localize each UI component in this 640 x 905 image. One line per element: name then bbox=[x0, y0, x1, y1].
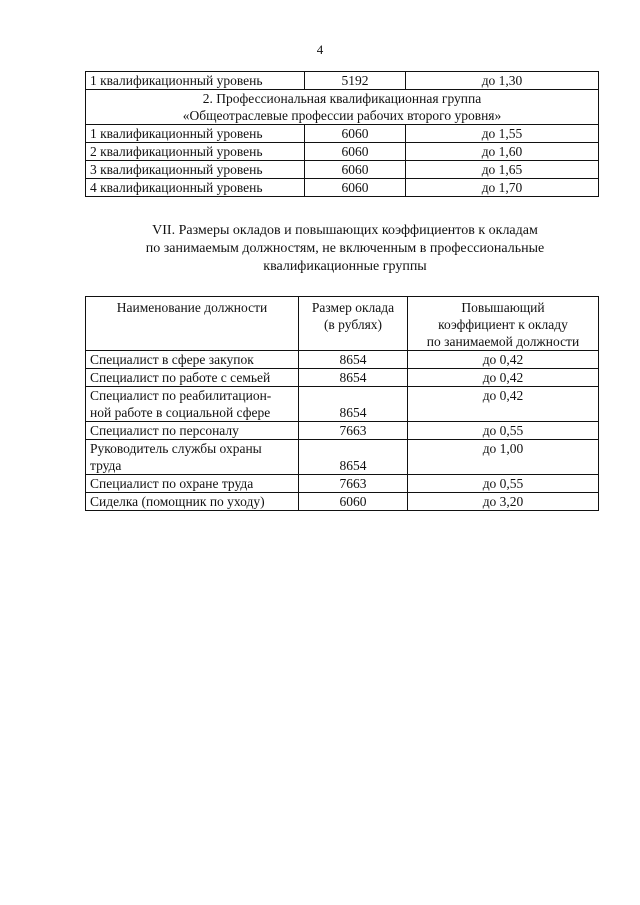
table-row bbox=[86, 72, 599, 90]
position-coefficient: до 0,42 bbox=[408, 387, 599, 422]
position-name bbox=[86, 387, 299, 422]
section-heading bbox=[90, 222, 600, 276]
level-coefficient: до 1,55 bbox=[406, 125, 599, 143]
level-coefficient: до 1,30 bbox=[406, 72, 599, 90]
table-row bbox=[86, 161, 599, 179]
column-header-coefficient bbox=[408, 297, 599, 351]
page-number: 4 bbox=[316, 42, 324, 57]
table-row bbox=[86, 422, 599, 440]
table-row bbox=[86, 125, 599, 143]
table-row bbox=[86, 143, 599, 161]
table-row bbox=[86, 475, 599, 493]
position-name-line: Специалист по реабилитацион- bbox=[90, 388, 272, 403]
level-salary: 6060 bbox=[305, 161, 406, 179]
position-name: Специалист в сфере закупок bbox=[86, 351, 299, 369]
level-coefficient: до 1,70 bbox=[406, 179, 599, 197]
position-name: Специалист по охране труда bbox=[86, 475, 299, 493]
position-name-line: труда bbox=[90, 458, 122, 473]
position-name: Специалист по работе с семьей bbox=[86, 369, 299, 387]
level-name: 1 квалификационный уровень bbox=[86, 125, 305, 143]
header-text: коэффициент к окладу bbox=[438, 317, 568, 332]
level-coefficient: до 1,65 bbox=[406, 161, 599, 179]
position-name: Специалист по персоналу bbox=[86, 422, 299, 440]
header-text: по занимаемой должности bbox=[426, 334, 580, 349]
position-coefficient: до 0,55 bbox=[408, 422, 599, 440]
position-name bbox=[86, 440, 299, 475]
position-salary: 8654 bbox=[299, 351, 408, 369]
position-salary: 8654 bbox=[299, 440, 408, 475]
position-name-line: Руководитель службы охраны bbox=[90, 441, 262, 456]
position-salary: 7663 bbox=[299, 422, 408, 440]
group-title bbox=[86, 90, 599, 125]
group-title-line: «Общеотраслевые профессии рабочих второго уровня» bbox=[182, 108, 502, 123]
position-salary: 7663 bbox=[299, 475, 408, 493]
header-text: Повышающий bbox=[461, 300, 545, 315]
level-salary: 5192 bbox=[305, 72, 406, 90]
table-row bbox=[86, 493, 599, 511]
level-name: 3 квалификационный уровень bbox=[86, 161, 305, 179]
level-name: 2 квалификационный уровень bbox=[86, 143, 305, 161]
table-row bbox=[86, 351, 599, 369]
section-heading-line: квалификационные группы bbox=[263, 259, 427, 274]
position-salary: 6060 bbox=[299, 493, 408, 511]
level-salary: 6060 bbox=[305, 125, 406, 143]
header-text: Наименование должности bbox=[116, 300, 268, 315]
header-row bbox=[86, 297, 599, 351]
section-heading-line: VII. Размеры окладов и повышающих коэффициентов к окладам bbox=[152, 223, 538, 238]
position-coefficient: до 3,20 bbox=[408, 493, 599, 511]
position-coefficient: до 0,42 bbox=[408, 369, 599, 387]
table-row bbox=[86, 387, 599, 422]
table-row bbox=[86, 179, 599, 197]
level-name: 4 квалификационный уровень bbox=[86, 179, 305, 197]
position-salary: 8654 bbox=[299, 369, 408, 387]
level-name: 1 квалификационный уровень bbox=[86, 72, 305, 90]
column-header-name bbox=[86, 297, 299, 351]
position-salary: 8654 bbox=[299, 387, 408, 422]
group-title-line: 2. Профессиональная квалификационная группа bbox=[202, 91, 482, 106]
position-name-line: ной работе в социальной сфере bbox=[90, 405, 271, 420]
positions-table bbox=[85, 296, 599, 511]
qualification-levels-table bbox=[85, 71, 599, 197]
position-coefficient: до 1,00 bbox=[408, 440, 599, 475]
column-header-salary bbox=[299, 297, 408, 351]
level-salary: 6060 bbox=[305, 179, 406, 197]
level-coefficient: до 1,60 bbox=[406, 143, 599, 161]
table-row bbox=[86, 369, 599, 387]
group-header-row bbox=[86, 90, 599, 125]
position-coefficient: до 0,55 bbox=[408, 475, 599, 493]
position-name: Сиделка (помощник по уходу) bbox=[86, 493, 299, 511]
table-row bbox=[86, 440, 599, 475]
position-coefficient: до 0,42 bbox=[408, 351, 599, 369]
header-text: (в рублях) bbox=[323, 317, 383, 332]
section-heading-line: по занимаемым должностям, не включенным в профессиональные bbox=[145, 241, 545, 256]
level-salary: 6060 bbox=[305, 143, 406, 161]
header-text: Размер оклада bbox=[311, 300, 395, 315]
